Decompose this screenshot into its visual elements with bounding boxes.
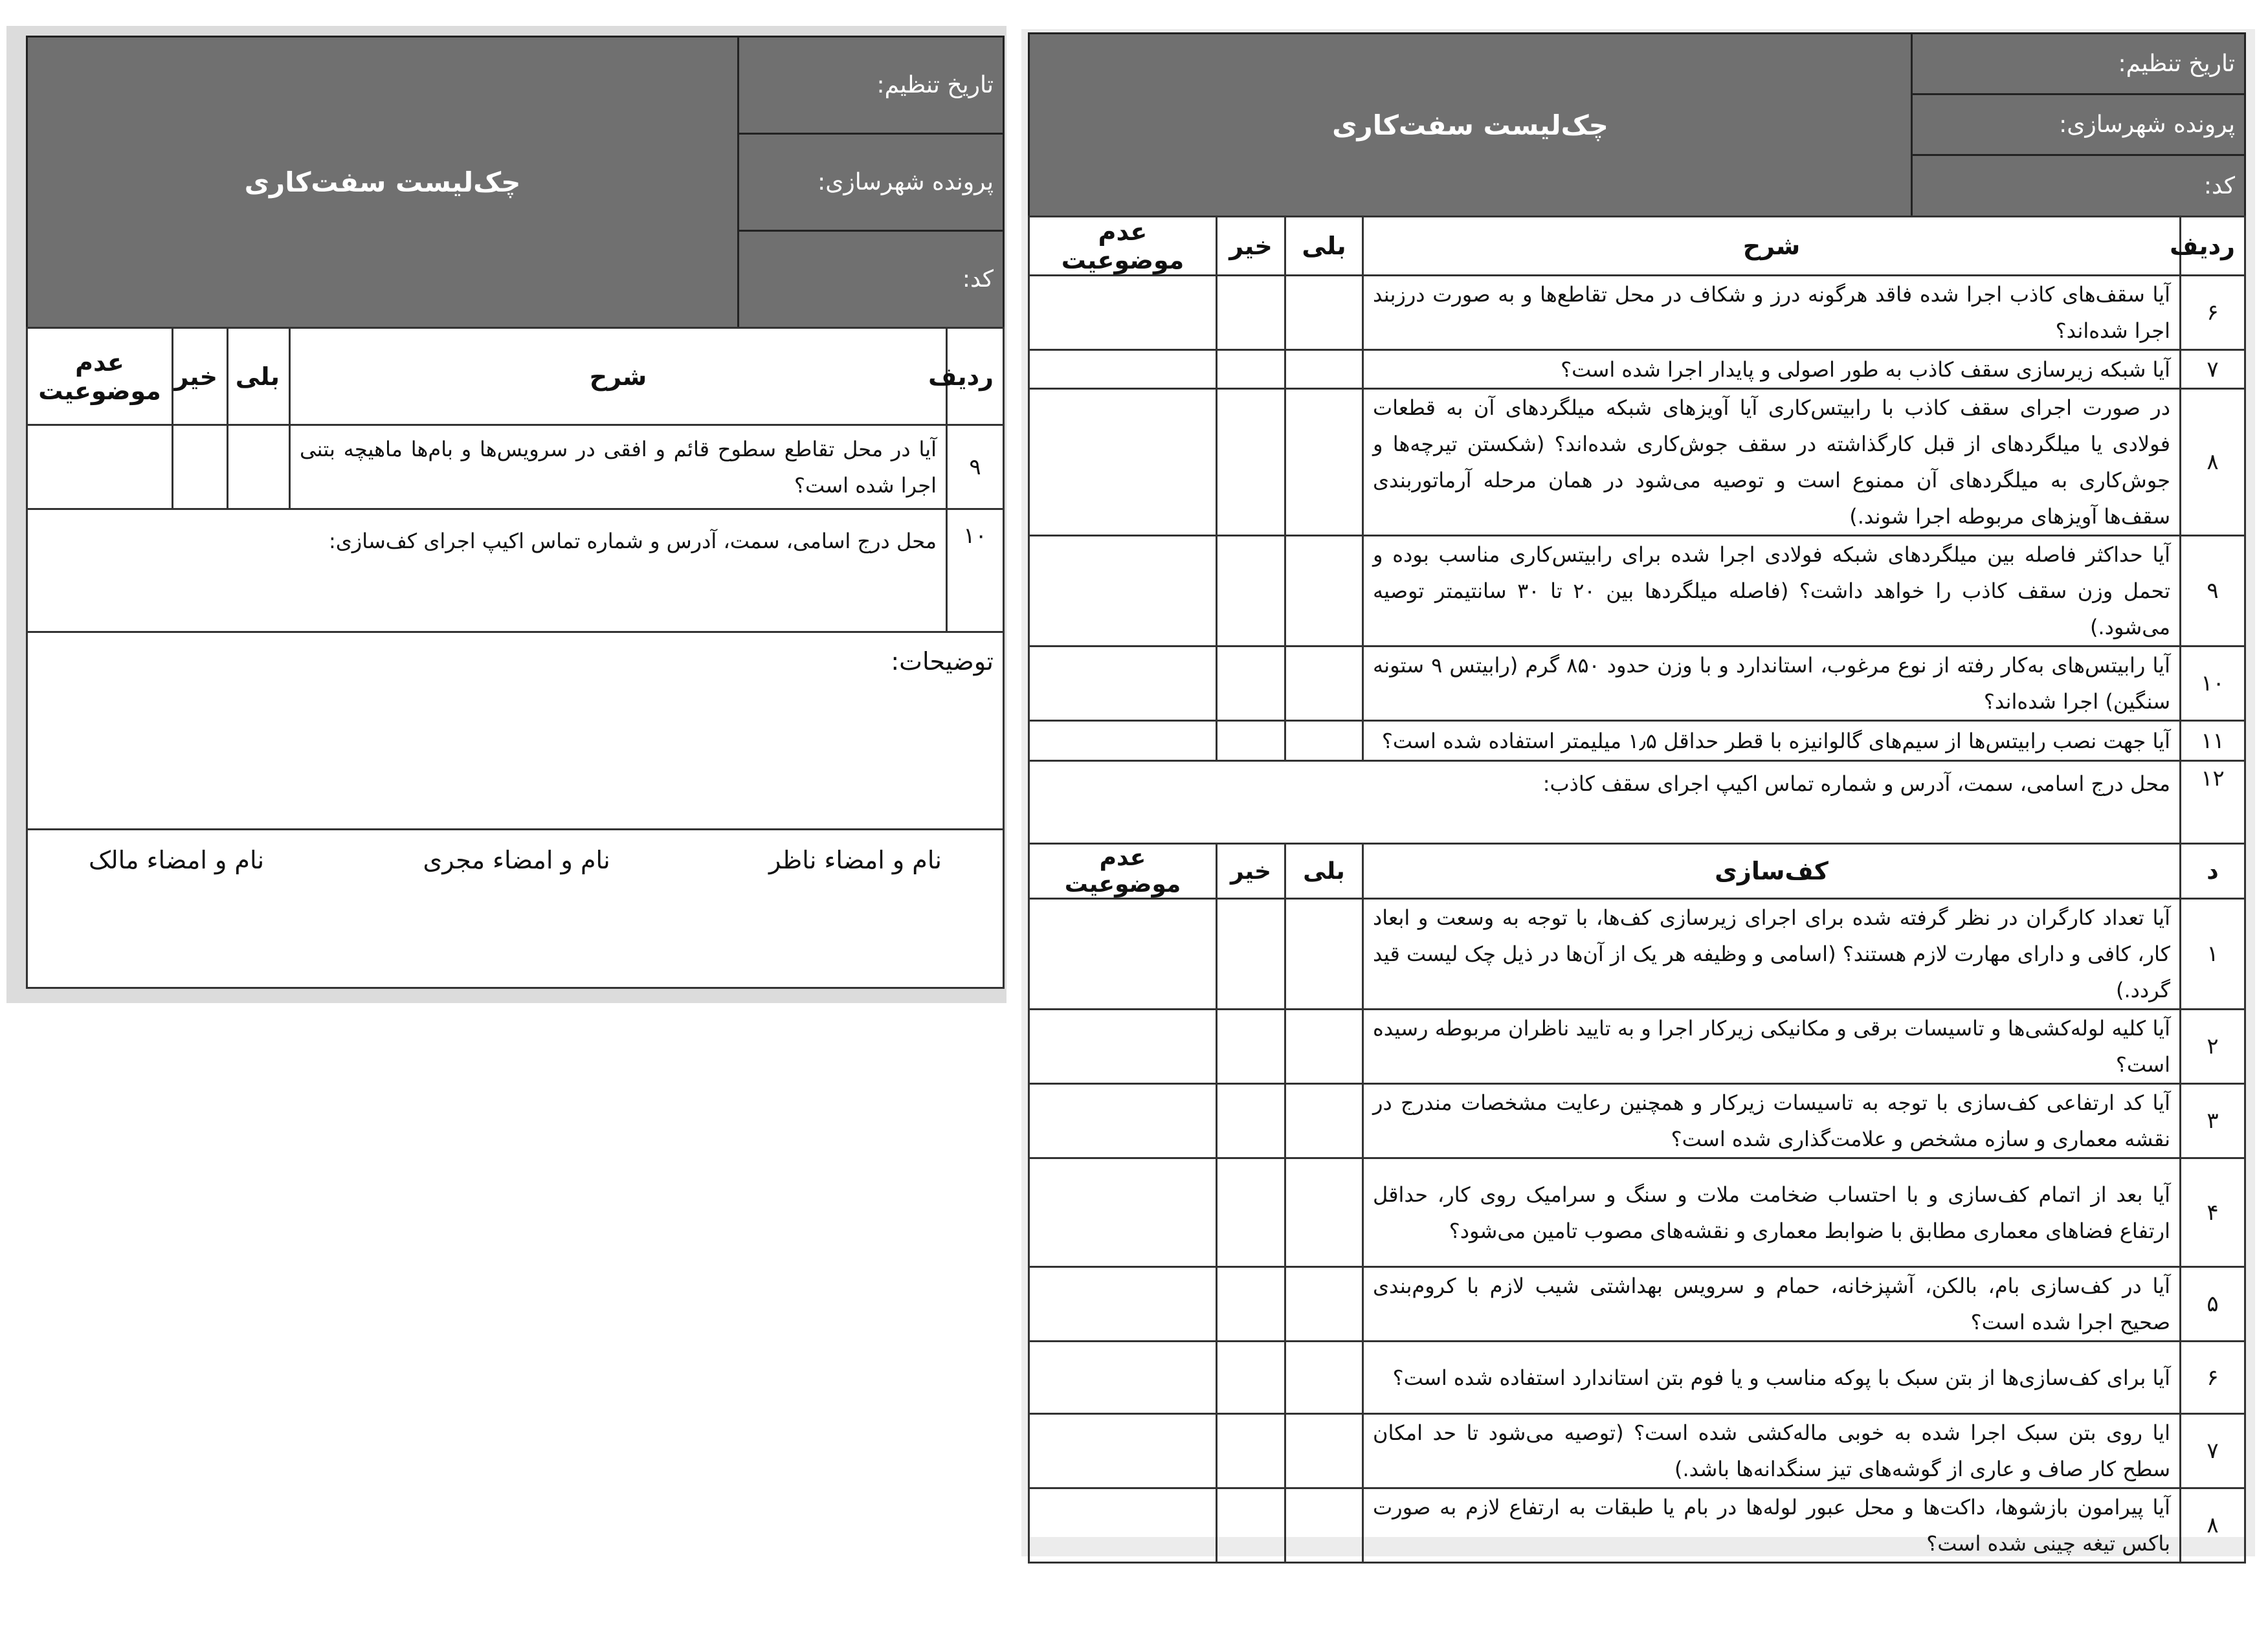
row-description: آیا کد ارتفاعی کف‌سازی با توجه به تاسیسات زیرکار و همچنین رعایت مشخصات مندرج در نقشه معماری و سازه مشخص و علامت‌گذاری شده است؟ xyxy=(1363,1084,2181,1158)
yes-checkbox-cell[interactable] xyxy=(1285,350,1363,389)
row-number: ۶ xyxy=(2181,276,2245,350)
row-number: ۹ xyxy=(2181,536,2245,647)
na-checkbox-cell[interactable] xyxy=(1029,647,1217,721)
row-description: در صورت اجرای سقف کاذب با رابیتس‌کاری آیا آویزهای شبکه میلگردهای آن به قطعات فولادی یا میلگردهای از قبل کارگذاشته در سقف جوش‌کاری شده‌اند؟ (شکستن تیرچه‌ها و جوش‌کاری به میلگردهای آن ممنوع است و توصیه می‌شود در همان مرحله آرماتوربندی سقف‌ها آویزهای مربوطه اجرا شوند.) xyxy=(1363,389,2181,536)
crew-info-field[interactable]: محل درج اسامی، سمت، آدرس و شماره تماس اکیپ اجرای سقف کاذب: xyxy=(1029,761,2181,844)
na-checkbox-cell[interactable] xyxy=(1029,1342,1217,1414)
table-row xyxy=(1029,536,2245,647)
table-row xyxy=(1029,1267,2245,1342)
table-row xyxy=(1029,1084,2245,1158)
row-description: آیا پیرامون بازشوها، داکت‌ها و محل عبور لوله‌ها در بام یا طبقات به ارتفاع لازم به صورت باکس تیغه چینی شده است؟ xyxy=(1363,1488,2181,1563)
right-header-table xyxy=(1028,32,2246,217)
row-description: آیا حداکثر فاصله بین میلگردهای شبکه فولادی اجرا شده برای رابیتس‌کاری مناسب بوده و تحمل وزن سقف کاذب را خواهد داشت؟ (فاصله میلگردها بین ۲۰ تا ۳۰ سانتیمتر توصیه می‌شود.) xyxy=(1363,536,2181,647)
row-description: آیا در محل تقاطع سطوح قائم و افقی در سرویس‌ها و بام‌ها ماهیچه بتنی اجرا شده است؟ xyxy=(290,425,947,509)
na-checkbox-cell[interactable] xyxy=(1029,1488,1217,1563)
right-file-label: پرونده شهرسازی: xyxy=(1912,94,2245,155)
right-page xyxy=(1028,32,2246,1556)
no-checkbox-cell[interactable] xyxy=(1217,1488,1285,1563)
right-col-no: خیر xyxy=(1217,217,1285,276)
left-file-label: پرونده شهرسازی: xyxy=(739,134,1004,231)
row-number: ۵ xyxy=(2181,1267,2245,1342)
yes-checkbox-cell[interactable] xyxy=(1285,899,1363,1010)
row-number: ۶ xyxy=(2181,1342,2245,1414)
row-number: ۹ xyxy=(947,425,1004,509)
yes-checkbox-cell[interactable] xyxy=(1285,1084,1363,1158)
row-number: ۸ xyxy=(2181,1488,2245,1563)
row-description: آیا بعد از اتمام کف‌سازی و با احتساب ضخامت ملات و سنگ و سرامیک روی کار، حداقل ارتفاع فضاهای معماری مطابق با ضوابط معماری و نقشه‌های مصوب تامین می‌شود؟ xyxy=(1363,1158,2181,1267)
notes-field[interactable] xyxy=(27,632,1004,830)
row-description: آیا برای کف‌سازی‌ها از بتن سبک با پوکه مناسب و یا فوم بتن استاندارد استفاده شده است؟ xyxy=(1363,1342,2181,1414)
left-col-desc: شرح xyxy=(290,328,947,425)
no-checkbox-cell[interactable] xyxy=(1217,647,1285,721)
left-col-na: عدم موضوعیت xyxy=(27,328,173,425)
no-checkbox-cell[interactable] xyxy=(1217,1267,1285,1342)
table-row xyxy=(1029,389,2245,536)
row-description: آیا شبکه زیرسازی سقف کاذب به طور اصولی و پایدار اجرا شده است؟ xyxy=(1363,350,2181,389)
row-number: ۷ xyxy=(2181,1414,2245,1488)
right-col-yes: بلی xyxy=(1285,217,1363,276)
left-col-row: ردیف xyxy=(947,328,1004,425)
row-description: آیا جهت نصب رابیتس‌ها از سیم‌های گالوانیزه با قطر حداقل ۱٫۵ میلیمتر استفاده شده است؟ xyxy=(1363,721,2181,761)
owner-signature-label: نام و امضاء مالک xyxy=(89,846,265,874)
left-col-yes: بلی xyxy=(228,328,290,425)
section-title: کف‌سازی xyxy=(1363,844,2181,899)
table-row xyxy=(1029,647,2245,721)
table-row xyxy=(1029,1342,2245,1414)
table-row xyxy=(1029,1414,2245,1488)
yes-checkbox-cell[interactable] xyxy=(1285,1267,1363,1342)
yes-checkbox-cell[interactable] xyxy=(1285,389,1363,536)
row-number: ۱۲ xyxy=(2181,761,2245,844)
row-description: آیا در کف‌سازی بام، بالکن، آشپزخانه، حمام و سرویس بهداشتی شیب لازم با کروم‌بندی صحیح اجرا شده است؟ xyxy=(1363,1267,2181,1342)
no-checkbox-cell[interactable] xyxy=(1217,721,1285,761)
yes-checkbox-cell[interactable] xyxy=(1285,647,1363,721)
row-description: آیا رابیتس‌های به‌کار رفته از نوع مرغوب، استاندارد و با وزن حدود ۸۵۰ گرم (رابیتس ۹ ستونه سنگین) اجرا شده‌اند؟ xyxy=(1363,647,2181,721)
na-checkbox-cell[interactable] xyxy=(1029,1158,1217,1267)
right-code-label: کد: xyxy=(1912,155,2245,217)
yes-checkbox-cell[interactable] xyxy=(1285,721,1363,761)
section-header-row xyxy=(1029,844,2245,899)
na-checkbox-cell[interactable] xyxy=(1029,1084,1217,1158)
row-number: ۷ xyxy=(2181,350,2245,389)
table-row xyxy=(27,509,1004,632)
right-col-desc: شرح xyxy=(1363,217,2181,276)
row-description: آیا کلیه لوله‌کشی‌ها و تاسیسات برقی و مکانیکی زیرکار اجرا و به تایید ناظران مربوطه رسیده است؟ xyxy=(1363,1010,2181,1084)
table-row xyxy=(27,425,1004,509)
right-checklist-table xyxy=(1028,216,2246,1564)
section-col-yes: بلی xyxy=(1285,844,1363,899)
na-checkbox-cell[interactable] xyxy=(1029,350,1217,389)
na-checkbox-cell[interactable] xyxy=(1029,1414,1217,1488)
no-checkbox-cell[interactable] xyxy=(1217,1342,1285,1414)
supervisor-signature-label: نام و امضاء ناظر xyxy=(769,846,942,874)
row-number: ۱۰ xyxy=(947,509,1004,632)
na-checkbox-cell[interactable] xyxy=(1029,389,1217,536)
no-checkbox-cell[interactable] xyxy=(1217,899,1285,1010)
no-checkbox-cell[interactable] xyxy=(1217,1158,1285,1267)
yes-checkbox-cell[interactable] xyxy=(1285,1342,1363,1414)
row-number: ۴ xyxy=(2181,1158,2245,1267)
na-checkbox-cell[interactable] xyxy=(1029,1010,1217,1084)
section-letter: د xyxy=(2181,844,2245,899)
yes-checkbox-cell[interactable] xyxy=(1285,1010,1363,1084)
left-page-title: چک‌لیست سفت‌کاری xyxy=(27,37,739,328)
table-row xyxy=(1029,1158,2245,1267)
na-checkbox-cell[interactable] xyxy=(1029,899,1217,1010)
table-row xyxy=(1029,761,2245,844)
contractor-signature-label: نام و امضاء مجری xyxy=(423,846,610,874)
notes-label: توضیحات: xyxy=(891,647,994,676)
crew-info-field[interactable]: محل درج اسامی، سمت، آدرس و شماره تماس اکیپ اجرای کف‌سازی: xyxy=(27,509,947,632)
section-col-no: خیر xyxy=(1217,844,1285,899)
na-checkbox-cell[interactable] xyxy=(27,425,173,509)
left-code-label: کد: xyxy=(739,231,1004,328)
row-number: ۳ xyxy=(2181,1084,2245,1158)
row-number: ۱۰ xyxy=(2181,647,2245,721)
no-checkbox-cell[interactable] xyxy=(1217,1084,1285,1158)
table-row xyxy=(1029,721,2245,761)
row-number: ۱ xyxy=(2181,899,2245,1010)
no-checkbox-cell[interactable] xyxy=(1217,350,1285,389)
row-description: ایا روی بتن سبک اجرا شده به خوبی ماله‌کشی شده است؟ (توصیه می‌شود تا حد امکان سطح کار صاف و عاری از گوشه‌های تیز سنگدانه‌ها باشد.) xyxy=(1363,1414,2181,1488)
yes-checkbox-cell[interactable] xyxy=(1285,536,1363,647)
right-col-na: عدم موضوعیت xyxy=(1029,217,1217,276)
right-col-row: ردیف xyxy=(2181,217,2245,276)
no-checkbox-cell[interactable] xyxy=(1217,389,1285,536)
table-row xyxy=(1029,276,2245,350)
no-checkbox-cell[interactable] xyxy=(1217,1010,1285,1084)
right-page-title: چک‌لیست سفت‌کاری xyxy=(1029,34,1912,217)
row-number: ۲ xyxy=(2181,1010,2245,1084)
yes-checkbox-cell[interactable] xyxy=(1285,1414,1363,1488)
na-checkbox-cell[interactable] xyxy=(1029,721,1217,761)
no-checkbox-cell[interactable] xyxy=(173,425,228,509)
row-description: آیا سقف‌های کاذب اجرا شده فاقد هرگونه درز و شکاف در محل تقاطع‌ها و به صورت درزبند اجرا شده‌اند؟ xyxy=(1363,276,2181,350)
na-checkbox-cell[interactable] xyxy=(1029,1267,1217,1342)
row-number: ۸ xyxy=(2181,389,2245,536)
yes-checkbox-cell[interactable] xyxy=(1285,276,1363,350)
left-date-label: تاریخ تنظیم: xyxy=(739,37,1004,134)
section-col-na: عدم موضوعیت xyxy=(1029,844,1217,899)
table-row xyxy=(1029,1010,2245,1084)
yes-checkbox-cell[interactable] xyxy=(1285,1158,1363,1267)
left-col-no: خیر xyxy=(173,328,228,425)
na-checkbox-cell[interactable] xyxy=(1029,276,1217,350)
left-checklist-table xyxy=(26,327,1005,989)
yes-checkbox-cell[interactable] xyxy=(228,425,290,509)
row-number: ۱۱ xyxy=(2181,721,2245,761)
table-row xyxy=(1029,899,2245,1010)
table-row xyxy=(1029,1488,2245,1563)
yes-checkbox-cell[interactable] xyxy=(1285,1488,1363,1563)
signature-area xyxy=(27,830,1004,988)
row-description: آیا تعداد کارگران در نظر گرفته شده برای اجرای زیرسازی کف‌ها، با توجه به وسعت و ابعاد کار، کافی و دارای مهارت لازم هستند؟ (اسامی و وظیفه هر یک از آن‌ها در ذیل چک لیست قید گردد.) xyxy=(1363,899,2181,1010)
no-checkbox-cell[interactable] xyxy=(1217,1414,1285,1488)
no-checkbox-cell[interactable] xyxy=(1217,276,1285,350)
left-page xyxy=(26,36,1005,988)
table-row xyxy=(1029,350,2245,389)
right-date-label: تاریخ تنظیم: xyxy=(1912,34,2245,94)
na-checkbox-cell[interactable] xyxy=(1029,536,1217,647)
left-header-table xyxy=(26,36,1005,329)
no-checkbox-cell[interactable] xyxy=(1217,536,1285,647)
